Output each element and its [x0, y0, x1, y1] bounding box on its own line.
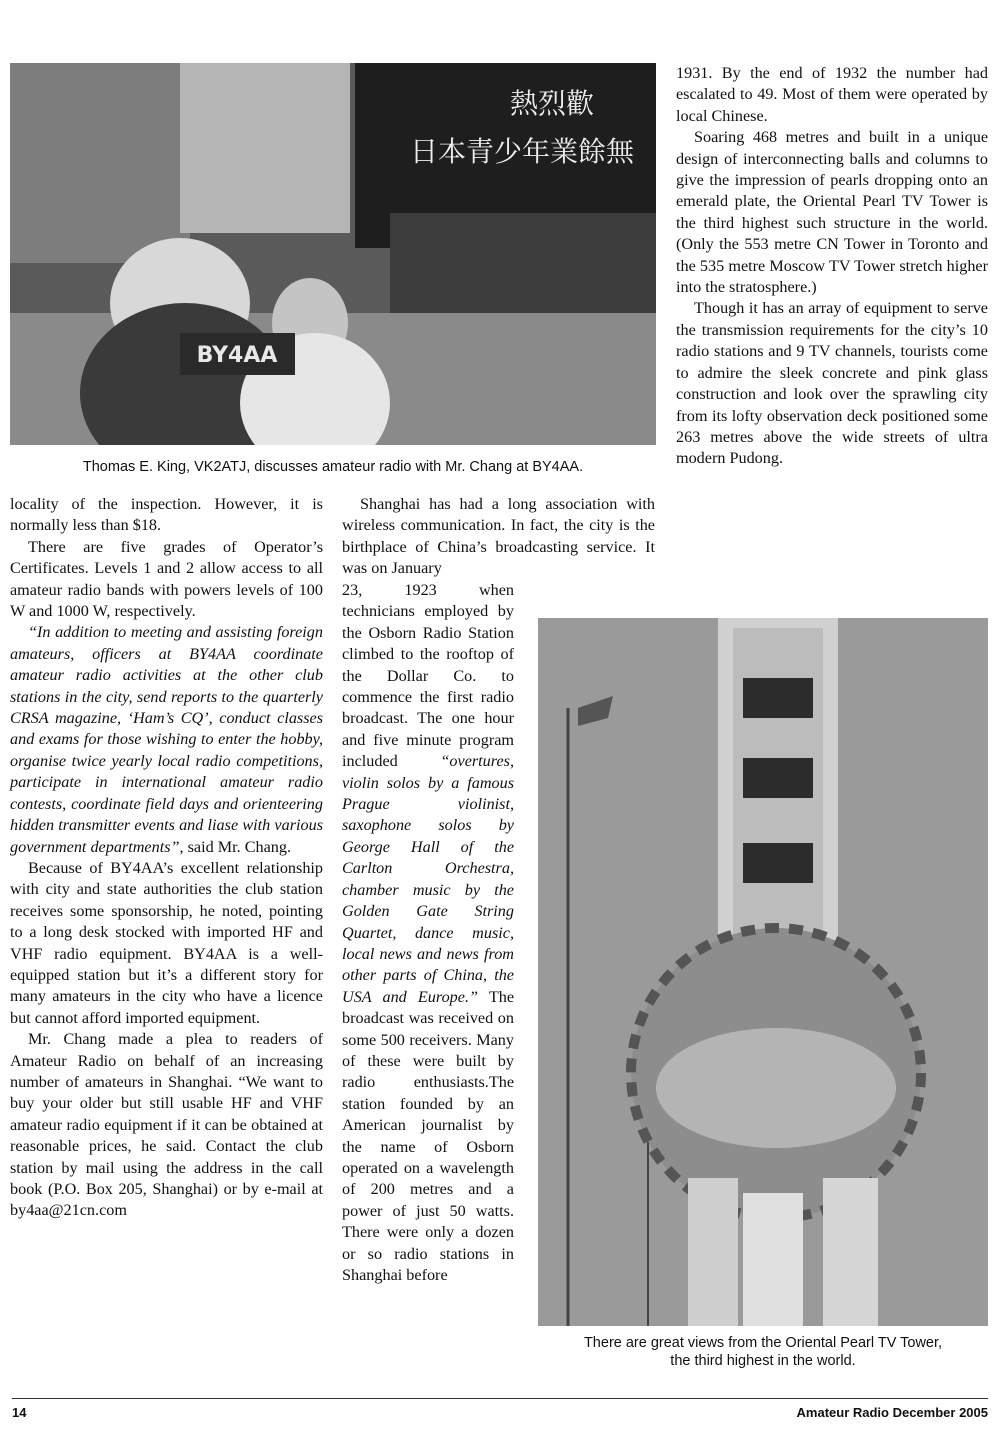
- quote-chang: “In addition to meeting and assisting foreign amateurs, officers at BY4AA coordinate amateur radio activities at the other club stations in the city, send reports to the quarterly CRSA magazine, ‘Ham’s CQ’, conduct classes and exams for those wishing to enter the hobby, organise twice yearly local radio competitions, participate in international amateur radio contests, coordinate field days and orienteering hidden transmitter events and liase with various government departments”: [10, 623, 323, 856]
- page-footer: [12, 1398, 988, 1420]
- column-middle: [342, 494, 655, 580]
- left-paragraph-3: [10, 622, 323, 857]
- quote-attribution: , said Mr. Chang.: [179, 837, 292, 856]
- publication-issue: Amateur Radio December 2005: [796, 1405, 988, 1420]
- photo-club-station-caption: Thomas E. King, VK2ATJ, discusses amateur radio with Mr. Chang at BY4AA.: [82, 459, 584, 475]
- photo-pearl-tower-caption: [538, 1334, 988, 1370]
- middle-paragraph-1a: Shanghai has had a long association with wireless communication. In fact, the city is the birthplace of China’s broadcasting service. It was on January: [342, 495, 655, 578]
- right-paragraph-2: Soaring 468 metres and built in a unique design of interconnecting balls and columns to give the impression of pearls dropping onto an emerald plate, the Oriental Pearl TV Tower is the third highest such structure in the world. (Only the 553 metre CN Tower in Toronto and the 535 metre Moscow TV Tower stretch higher into the stratosphere.): [676, 128, 988, 297]
- right-paragraph-3: Though it has an array of equipment to serve the transmission requirements for the city’s 10 radio stations and 9 TV channels, tourists come to admire the sleek concrete and pink glass construction and look over the sprawling city from its lofty observation deck positioned some 263 metres above the wide streets of ultra modern Pudong.: [676, 299, 988, 468]
- photo-pearl-tower-image: [538, 618, 988, 1326]
- left-paragraph-4: Because of BY4AA’s excellent relationship with city and state authorities the club station receives some sponsorship, he noted, pointing to a long desk stocked with imported HF and VHF radio equipment. BY4AA is a well-equipped station but it’s a different story for many amateurs in the city who have a licence but cannot afford imported equipment.: [10, 858, 323, 1027]
- left-paragraph-2: There are five grades of Operator’s Certificates. Levels 1 and 2 allow access to all amateur radio bands with powers levels of 100 W and 1000 W, respectively.: [10, 537, 323, 621]
- left-paragraph-1: locality of the inspection. However, it is normally less than $18.: [10, 495, 323, 535]
- left-paragraph-5: Mr. Chang made a plea to readers of Amateur Radio on behalf of an increasing number of amateurs in Shanghai. “We want to buy your older but still usable HF and VHF amateur radio equipment if it can be obtained at reasonable prices, he said. Contact the club station by mail using the address in the call book (P.O. Box 205, Shanghai) or by e-mail at by4aa@21cn.com: [10, 1030, 323, 1220]
- photo-pearl-tower: [538, 618, 988, 1326]
- banner-text-line2: 日本青少年業餘無: [410, 135, 635, 168]
- middle-paragraph-1b: 23, 1923 when technicians employed by the Osborn Radio Station climbed to the rooftop of the Dollar Co. to commence the first radio broadcast. The one hour and five minute program included “overtures, violin solos by a famous Prague violinist, saxophone solos by George Hall of the Carlton Orchestra, chamber music by the Golden Gate String Quartet, dance music, local news and news from other parts of China, the USA and Europe.” The broadcast was received on some 500 receivers. Many of these were built by radio enthusiasts.The station founded by an American journalist by the name of Osborn operated on a wavelength of 200 metres and a power of just 50 watts. There were only a dozen or so radio stations in Shanghai before: [342, 581, 515, 1284]
- photo-pearl-tower-caption-line1: There are great views from the Oriental Pearl TV Tower,: [583, 1335, 943, 1351]
- page-number: 14: [12, 1405, 27, 1420]
- broadcast-program-quote: “overtures, violin solos by a famous Prague violinist, saxophone solos by George Hall of the Carlton Orchestra, chamber music by the Golden Gate String Quartet, dance music, local news and news from other parts of China, the USA and Europe.”: [342, 752, 514, 1006]
- banner-text-line1: 熱烈歡: [510, 87, 595, 120]
- photo-pearl-tower-caption-line2: the third highest in the world.: [670, 1353, 856, 1369]
- column-right: [676, 63, 988, 470]
- call-sign-plate: BY4AA: [196, 343, 278, 368]
- column-left: [10, 494, 323, 1222]
- column-middle-narrow: [342, 580, 514, 1286]
- photo-club-station-image: [10, 63, 656, 445]
- photo-club-station: [10, 63, 656, 445]
- right-paragraph-1: 1931. By the end of 1932 the number had escalated to 49. Most of them were operated by local Chinese.: [676, 64, 988, 125]
